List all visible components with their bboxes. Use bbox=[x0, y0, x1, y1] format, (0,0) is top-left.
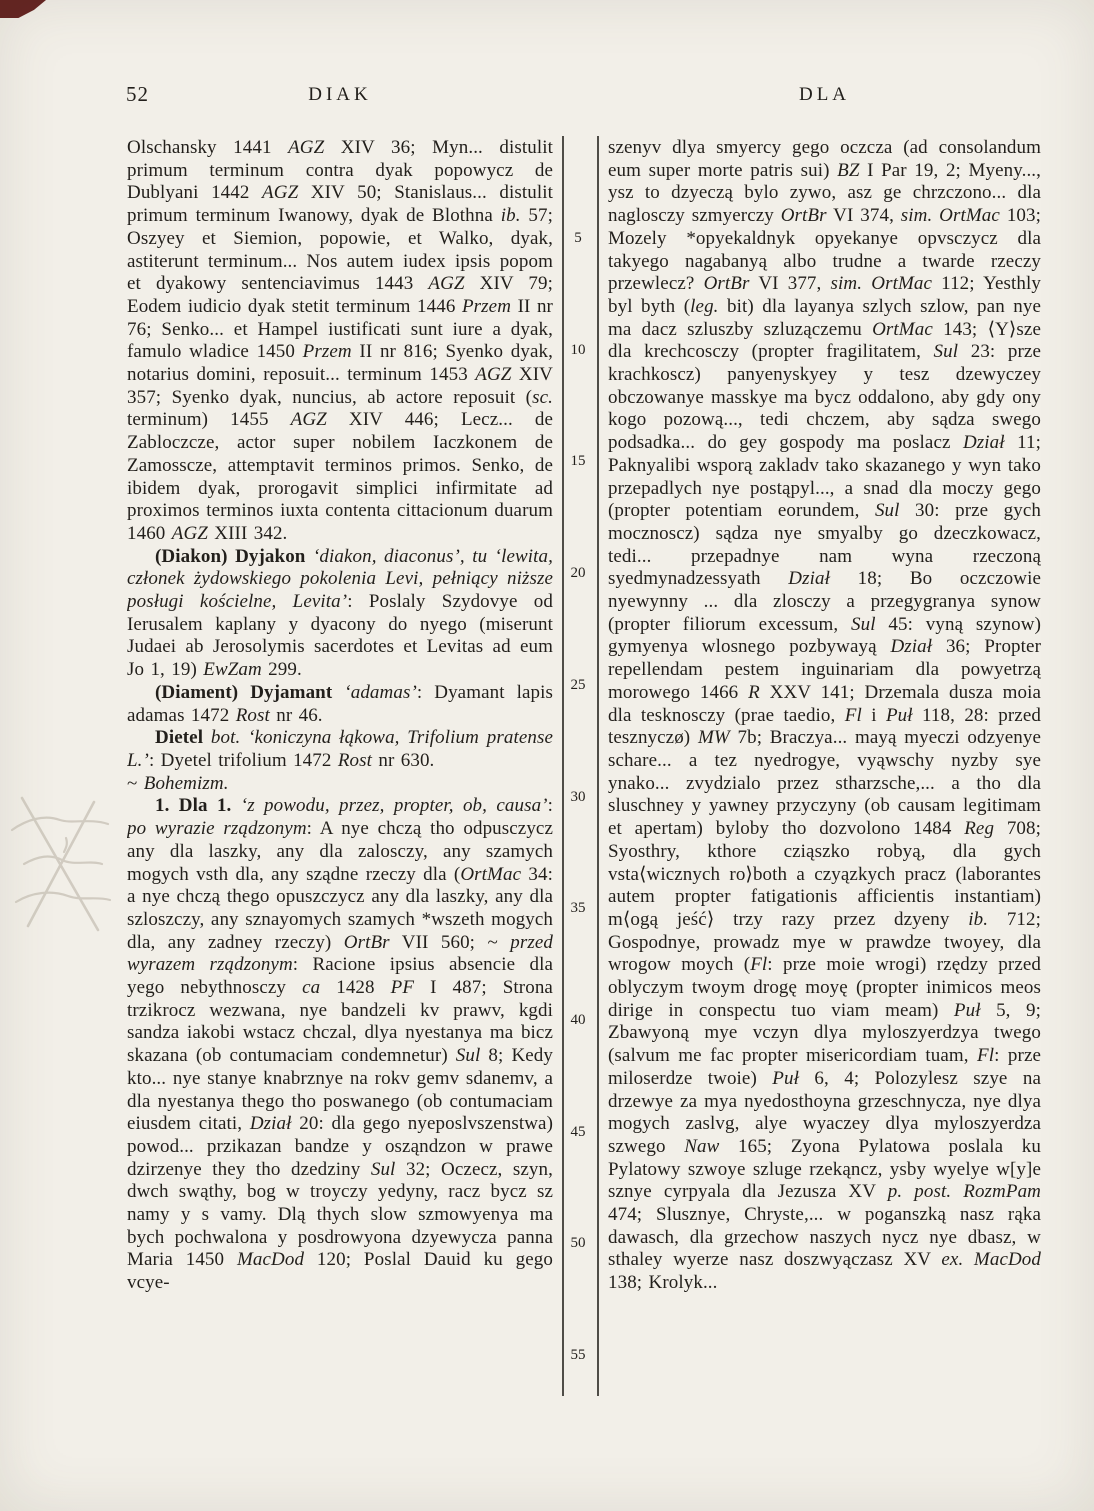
right-column bbox=[608, 137, 1041, 1427]
scan-corner-artifact bbox=[0, 0, 46, 18]
paragraph: Olschansky 1441 AGZ XIV 36; Myn... distulit primum terminum contra dyak popowycz de Dublyani 1442 AGZ XIV 50; Stanislaus... distulit primum terminum Iwanowy, dyak de Blothna ib. 57; Oszyey et Siemion, popowie, et Walko, dyak, astiterunt terminum... Nos autem iudex ipsis popom et dyakowy sentenciavimus 1443 AGZ XIV 79; Eodem iudicio dyak stetit terminum 1446 Przem II nr 76; Senko... et Hampel iustificati sunt iure a dyak, famulo wladice 1450 Przem II nr 816; Syenko dyak, notarius domini, reposuit... terminum 1453 AGZ XIV 357; Syenko dyak, nuncius, ab actore reposuit (sc. terminum) 1455 AGZ XIV 446; Lecz... de Zabloczcze, actor super nobilem Iaczkonem de Zamosscze, attemptavit terminos primos. Senko, de ibidem dyak, prorogavit simplici infirmitate ad proximos terminos iuxta contenta cittacionum duarum 1460 AGZ XIII 342. bbox=[127, 137, 553, 544]
paragraph: 1. Dla 1. ‘z powodu, przez, propter, ob, causa’: po wyrazie rządzonym: A nye chczą tho odpusczycz any dla laszky, any dla zalosczy, any szamych mogych vsth dla, any sządne rzeczy dla (OrtMac 34: a nye chczą thego opuszczycz any dla laszky, any dla szloszczy, any sznayomych szamych *wszeth mogych dla, any zadney rzeczy) OrtBr VII 560; ~ przed wyrazem rządzonym: Racione ipsius absencie dla yego nebythnosczy ca 1428 PF I 487; Strona trzikrocz wezwana, nye bandzeli kv prawv, kgdi sandza iakobi wstacz chczal, dlya nyestanya ma bicz skazana (ob contumaciam condemnetur) Sul 8; Kedy kto... nye stanye knabrznye na rokv gemv sdanemv, a dla nyestanya thego tho poswanego (ob contumaciam eiusdem citati, Dział 20: dla gego nyeposlvszenstwa) powod... przikazan bandze y osząndzon w prawe dzirzenye they tho dzedziny Sul 32; Oczecz, szyn, dwch swąthy, bog w troyczy yedyny, racz bycz sz namy y s vamy. Dlą thych slow szmowyenya ma bych pochwalona y posdrowyona dzyewycza panna Maria 1450 MacDod 120; Poslal Dauid ku gego vcye- bbox=[127, 795, 553, 1294]
margin-handwriting bbox=[6, 786, 118, 940]
line-number: 15 bbox=[570, 453, 586, 470]
line-number: 40 bbox=[570, 1011, 586, 1028]
line-number: 25 bbox=[570, 676, 586, 693]
line-number: 45 bbox=[570, 1123, 586, 1140]
line-number: 5 bbox=[574, 230, 582, 246]
paragraph: szenyv dlya smyercy gego oczcza (ad consolandum eum super morte patris sui) BZ I Par 19, 2; Myeny..., ysz to dzyeczą bylo zywo, asz ge chrzczono... dla naglosczy szmyerczy OrtBr VI 374, sim. OrtMac 103; Mozely *opyekaldnyk opyekanye opvsczycz dla takyego nagabanyą albo trudne a twarde rzeczy przewlecz? OrtBr VI 377, sim. OrtMac 112; Yesthly byl byth (leg. bit) dla layanya szlych szlow, pan nye ma dacz szluszby szluzączemu OrtMac 143; ⟨Y⟩sze dla krechcosczy (propter fragilitatem, Sul 23: prze krachkoscz) panyenyskyey y tesz dzewyczey obczowanye masskye ma bycz oddalono, aby gdy ony kogo pozową..., tedi chczem, aby sądza swego podsadka... do gey gospody ma poslacz Dział 11; Paknyalibi wsporą zakladv tako skazanego y wyn tako przepadlych nye postąpyl..., a snad dla moczy gego (propter potentiam eorundem, Sul 30: prze gych mocznoscz) sądza nye smyalby go dzeczkowacz, tedi... przepadnye nam wyna rzeczoną syedmynadzessyath Dział 18; Bo oczczowie nyewynny ... dla zlosczy a przegygranya synow (propter filiorum excessum, Sul 45: vyną szynow) gymyenya wlosnego pozbywayą Dział 36; Propter repellendam pestem inguinariam dla powyetrzą morowego 1466 R XXV 141; Drzemala dusza moia dla tesknosczy (prae taedio, Fl i Puł 118, 28: przed tesznyczø) MW 7b; Braczya... mayą myeczi odzyenye schare... a tez nyedrogye, vyąwschy nyzby sye ynako... zvydzialo przez stharzsche,... a tho dla sluschney y yawney przyczyny (ob causam legitimam et apertam) byloby tho dozvolono 1484 Reg 708; Syosthry, kthore cziąszko robyą, dla gych vsta⟨wicznych ro⟩both a czyązkych pracz (laborantes autem propter fatigationis afficientis instantiam) m⟨ogą jeść⟩ trzy razy przez dzyeny ib. 712; Gospodnye, prowadz mye w prawdze twoyey, dla wrogow moych (Fl: prze moie wrogi) rzędzy przed oblyczym twoym drogę moyę (propter inimicos meos dirige in conspectu tuo viam meam) Puł 5, 9; Zbawyoną mye vczyn dlya myloszyerdzya twego (salvum me fac propter misericordiam tuam, Fl: prze miloserdze twoie) Puł 6, 4; Polozylesz szye na drzewye za mya nyedosthoyna grzeschnycza, nye dlya mogych zaslvg, alye wyaczey dlya myloszyerdza szwego Naw 165; Zyona Pylatowa poslala ku Pylatowy szwoye szluge rzekąncz, ysby wyelye w[y]e sznye cyrpyala dla Jezusza XV p. post. RozmPam 474; Slusznye, Chryste,... w poganszką nasz rąka dawasch, dla grzechow naszych nycz nye dbasz, w sthaley wyerze nasz doszwyączasz XV ex. MacDod 138; Krolyk... bbox=[608, 137, 1041, 1294]
paragraph: (Diament) Dyjamant ‘adamas’: Dyamant lapis adamas 1472 Rost nr 46. bbox=[127, 681, 553, 726]
line-number: 10 bbox=[570, 341, 586, 358]
paragraph: ~ Bohemizm. bbox=[127, 772, 229, 794]
paragraph: (Diakon) Dyjakon ‘diakon, diaconus’, tu ‘lewita, członek żydowskiego pokolenia Levi, pełniący niższe posługi kościelne, Levita’: Poslaly Szydovye od Ierusalem kaplany y dyacony do nyego (miserunt Judaei ab Jerosolymis sacerdotes et Levitas ad eum Jo 1, 19) EwZam 299. bbox=[127, 545, 553, 681]
line-number: 50 bbox=[570, 1235, 586, 1252]
running-head-dla: DLA bbox=[798, 84, 851, 105]
running-head-diak: DIAK bbox=[308, 84, 372, 105]
paragraph: Dietel bot. ‘koniczyna łąkowa, Trifolium pratense L.’: Dyetel trifolium 1472 Rost nr 630. bbox=[127, 727, 553, 771]
line-number: 55 bbox=[570, 1347, 586, 1363]
page-number: 52 bbox=[126, 82, 149, 106]
line-number: 30 bbox=[570, 788, 586, 805]
line-number: 35 bbox=[570, 900, 586, 917]
line-number-gutter bbox=[560, 0, 600, 1511]
left-column bbox=[127, 137, 553, 1427]
line-number: 20 bbox=[570, 565, 586, 582]
